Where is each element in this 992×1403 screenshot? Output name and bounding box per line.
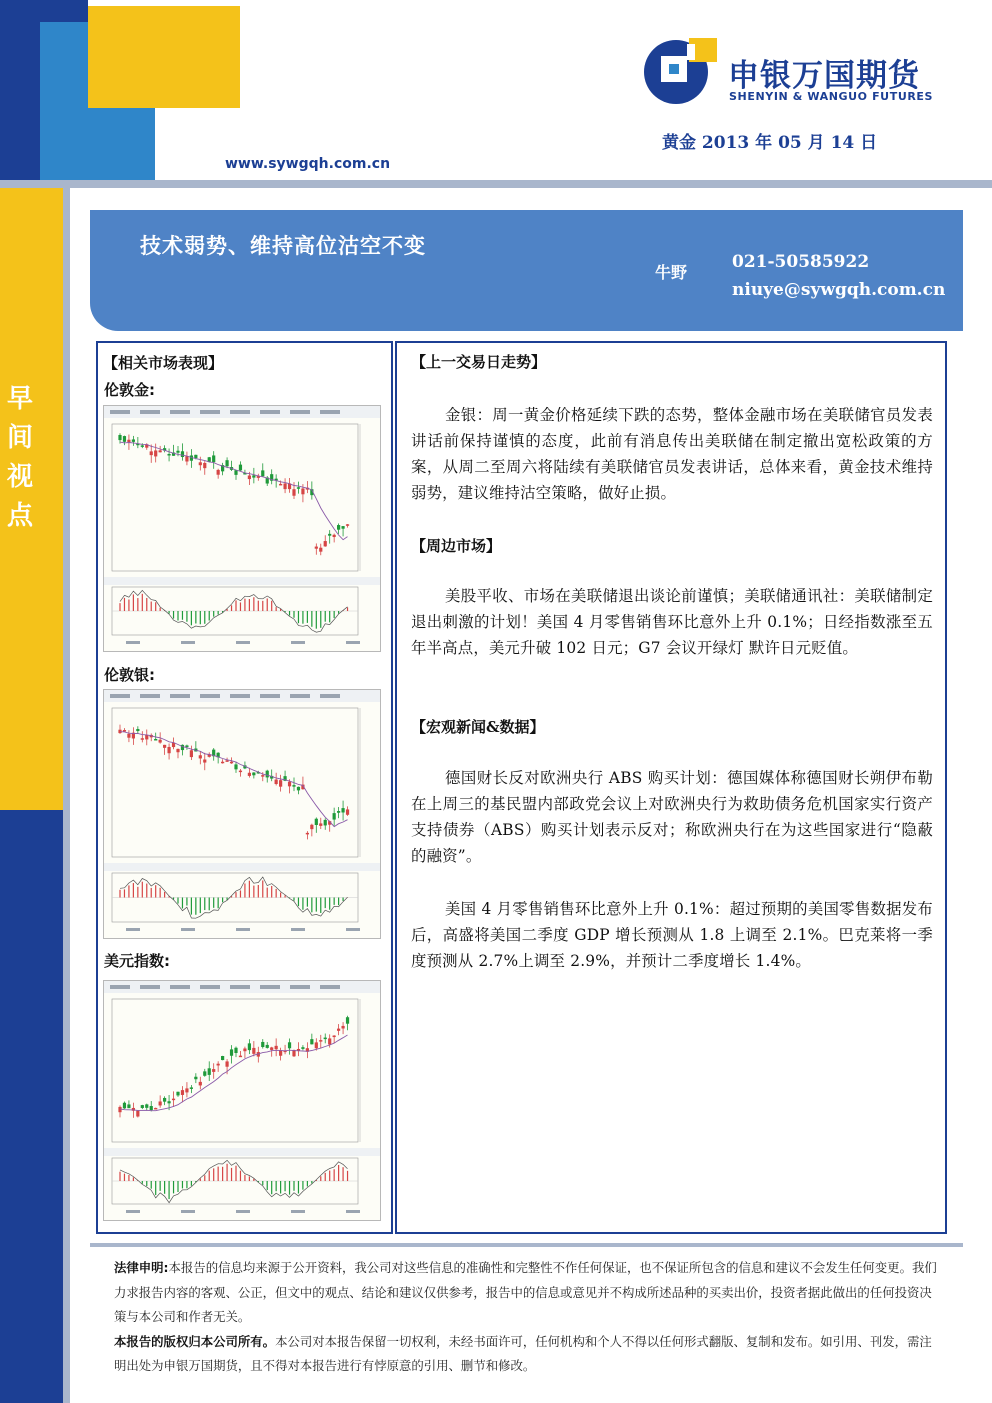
candlestick-chart-icon bbox=[104, 981, 380, 1220]
author-email[interactable]: niuye@sywgqh.com.cn bbox=[732, 280, 946, 300]
paragraph-peripheral-markets: 美股平收、市场在美联储退出谈论前谨慎；美联储通讯社：美联储制定退出刺激的计划！美国 4 月零售销售环比意外上升 0.1%；日经指数涨至五年半高点，美元升破 102 日元；G7 会议开绿灯 默许日元贬值。 bbox=[411, 587, 933, 657]
dollar-index-chart-image bbox=[103, 980, 381, 1221]
author-phone: 021-50585922 bbox=[732, 252, 870, 272]
header-decor-yellow-block bbox=[88, 6, 240, 108]
section-title-previous-day: 【上一交易日走势】 bbox=[411, 353, 547, 371]
chart-label-dollar-index: 美元指数: bbox=[104, 952, 170, 970]
paragraph-macro-news-1: 德国财长反对欧洲央行 ABS 购买计划：德国媒体称德国财长朔伊布勒在上周三的基民盟内部政党会议上对欧洲央行为救助债务危机国家实行资产支持债券（ABS）购买计划表示反对；称欧洲央行在为这些国家进行“隐蔽的融资”。 bbox=[411, 769, 933, 865]
market-performance-heading: 【相关市场表现】 bbox=[103, 354, 224, 372]
section-title-peripheral-markets: 【周边市场】 bbox=[411, 537, 502, 555]
legal-disclaimer bbox=[114, 1256, 939, 1379]
paragraph-macro-news-2: 美国 4 月零售销售环比意外上升 0.1%：超过预期的美国零售数据发布后，高盛将美国二季度 GDP 增长预测从 1.8 上调至 2.1%。巴克莱将一季度预测从 2.7%上调至 2.9%，并预计二季度增长 1.4%。 bbox=[411, 900, 933, 970]
chart-label-london-silver: 伦敦银: bbox=[104, 666, 155, 684]
company-name-cn: 申银万国期货 bbox=[728, 58, 920, 94]
side-stripe-blue bbox=[0, 810, 63, 1403]
legal-label: 法律申明: bbox=[114, 1260, 169, 1275]
london-silver-chart-image bbox=[103, 689, 381, 939]
company-logo-icon bbox=[643, 36, 723, 106]
paragraph-previous-day: 金银：周一黄金价格延续下跌的态势，整体金融市场在美联储官员发表讲话前保持谨慎的态度，此前有消息传出美联储在制定撤出宽松政策的方案，从周二至周六将陆续有美联储官员发表讲话，总体来看，黄金技术维持弱势，建议维持沽空策略，做好止损。 bbox=[411, 406, 933, 502]
header-divider bbox=[0, 180, 992, 188]
side-stripe-grey bbox=[63, 188, 70, 1403]
company-name-en: SHENYIN & WANGUO FUTURES bbox=[729, 90, 934, 103]
report-date: 黄金 2013 年 05 月 14 日 bbox=[662, 133, 878, 153]
chart-label-london-gold: 伦敦金: bbox=[104, 381, 155, 399]
author-name: 牛野 bbox=[655, 263, 688, 282]
footer-divider bbox=[90, 1243, 963, 1247]
side-label: 早间视点 bbox=[6, 384, 33, 531]
report-title: 技术弱势、维持高位沽空不变 bbox=[140, 233, 426, 258]
website-link[interactable]: www.sywgqh.com.cn bbox=[225, 156, 391, 172]
copyright-label: 本报告的版权归本公司所有。 bbox=[114, 1333, 276, 1349]
section-title-macro-news: 【宏观新闻&数据】 bbox=[411, 718, 545, 736]
london-gold-chart-image bbox=[103, 405, 381, 652]
candlestick-chart-icon bbox=[104, 690, 380, 938]
copyright-text: 本公司对本报告保留一切权利，未经书面许可，任何机构和个人不得以任何形式翻版、复制和发布。如引用、刊发，需注明出处为申银万国期货，且不得对本报告进行有悖原意的引用、删节和修改。 bbox=[114, 1333, 932, 1373]
candlestick-chart-icon bbox=[104, 406, 380, 651]
legal-text: 本报告的信息均来源于公开资料，我公司对这些信息的准确性和完整性不作任何保证，也不保证所包含的信息和建议不会发生任何变更。我们力求报告内容的客观、公正，但文中的观点、结论和建议仅供参考，报告中的信息或意见并不构成所述品种的买卖出价，投资者据此做出的任何投资决策与本公司和作者无关。 bbox=[114, 1260, 937, 1324]
